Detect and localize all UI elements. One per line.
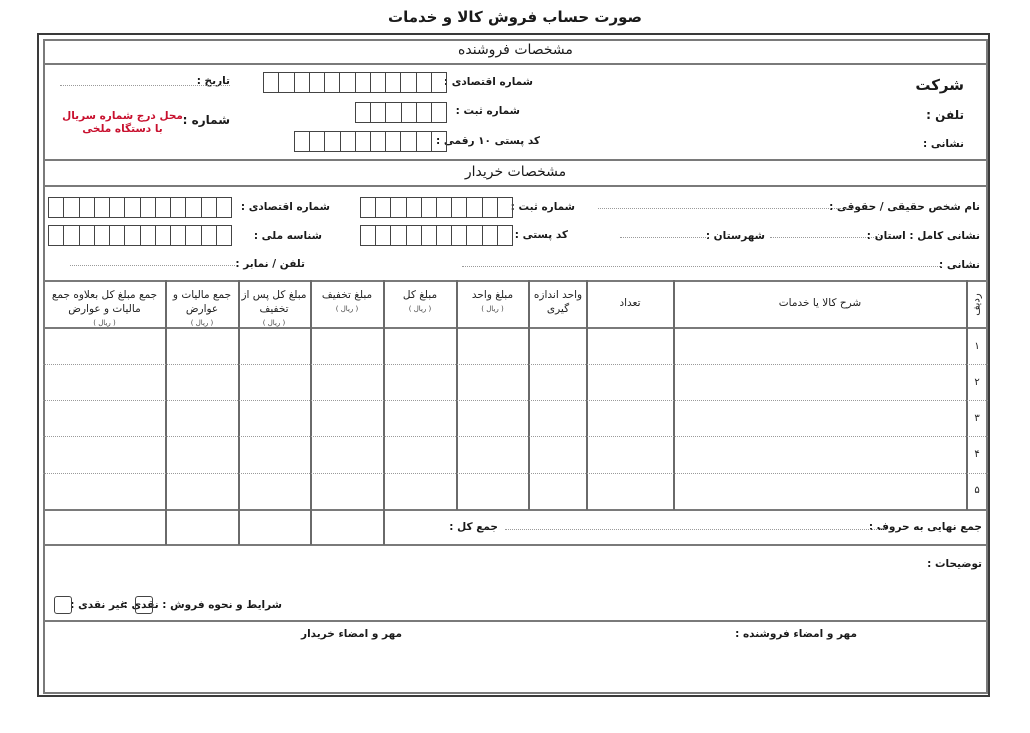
digit-box[interactable] [390,198,405,217]
buyer-national-id-label: شناسه ملی : [253,230,322,242]
serial-note-line-2: با دستگاه ملخی [82,123,163,135]
digit-box[interactable] [375,198,390,217]
header-unit-price-label: مبلغ واحد [471,289,514,301]
digit-box[interactable] [361,226,375,245]
digit-box[interactable] [385,73,400,92]
buyer-full-address-label: نشانی کامل : استان : [866,230,980,242]
header-quantity-label: تعداد [619,297,641,309]
digit-box[interactable] [385,103,400,122]
digit-box[interactable] [140,198,155,217]
digit-box[interactable] [185,226,200,245]
header-description [674,296,966,310]
header-grand-total-unit: ( ریال ) [93,319,116,327]
digit-box[interactable] [400,132,415,151]
header-unit-of-measure [531,288,585,316]
header-quantity [587,296,673,310]
digit-box[interactable] [340,132,355,151]
seller-phone-label: تلفن : [926,108,964,122]
buyer-signature-label: مهر و امضاء خریدار [301,628,402,640]
header-total-amount [384,288,456,316]
digit-box[interactable] [482,198,497,217]
digit-box[interactable] [400,73,415,92]
digit-box[interactable] [294,73,309,92]
digit-box[interactable] [324,73,339,92]
digit-box[interactable] [309,132,324,151]
seller-company-label: شرکت [915,76,964,94]
digit-box[interactable] [355,132,370,151]
signature-top-border [43,620,988,622]
header-grand-total [46,288,163,330]
digit-box[interactable] [49,198,63,217]
buyer-economic-number-boxes[interactable] [48,197,232,218]
buyer-name-field[interactable] [598,208,853,209]
digit-box[interactable] [390,226,405,245]
row-number: ۳ [974,413,980,424]
cash-checkbox[interactable] [135,596,153,614]
digit-box[interactable] [63,198,78,217]
non-cash-checkbox[interactable] [54,596,72,614]
digit-box[interactable] [155,226,170,245]
seller-number-label: شماره : [182,113,230,127]
seller-date-label: تاریخ : [196,75,230,87]
digit-box[interactable] [370,132,385,151]
buyer-address-field[interactable] [462,266,942,267]
row-number: ۴ [974,449,980,460]
buyer-economic-number-label: شماره اقتصادی : [240,201,330,213]
digit-box[interactable] [355,73,370,92]
table-total-bottom-border [43,544,988,546]
digit-box[interactable] [431,103,446,122]
seller-registration-number-label: شماره ثبت : [455,105,520,117]
digit-box[interactable] [466,226,481,245]
buyer-city-label: شهرستان : [705,230,765,242]
digit-box[interactable] [201,198,216,217]
digit-box[interactable] [416,103,431,122]
buyer-postal-code-label: کد پستی : [514,229,568,241]
total-in-words-label: جمع نهایی به حروف : [868,521,982,533]
header-after-discount [240,288,308,330]
digit-box[interactable] [94,198,109,217]
digit-box[interactable] [356,103,370,122]
table-row[interactable] [43,329,988,365]
digit-box[interactable] [79,226,94,245]
table-top-border [43,280,988,282]
total-label: جمع کل : [449,521,498,533]
digit-box[interactable] [79,198,94,217]
buyer-registration-number-label: شماره ثبت : [510,201,575,213]
buyer-postal-code-boxes[interactable] [360,225,513,246]
seller-section-title: مشخصات فروشنده [458,42,573,58]
digit-box[interactable] [497,198,512,217]
digit-box[interactable] [264,73,278,92]
buyer-name-label: نام شخص حقیقی / حقوقی : [829,201,980,213]
buyer-section-header [43,159,988,187]
digit-box[interactable] [278,73,293,92]
digit-box[interactable] [309,73,324,92]
table-body-bottom-border [43,509,988,511]
digit-box[interactable] [370,73,385,92]
header-after-discount-label: مبلغ کل پس از تخفیف [241,289,307,315]
buyer-address-label: نشانی : [939,259,980,271]
table-row[interactable] [43,473,988,509]
table-row[interactable] [43,401,988,437]
digit-box[interactable] [109,226,124,245]
digit-box[interactable] [216,198,231,217]
digit-box[interactable] [124,198,139,217]
header-taxes [167,288,237,330]
seller-registration-number-boxes[interactable] [355,102,447,123]
serial-note-line-1: محل درج شماره سریال [62,110,183,122]
digit-box[interactable] [155,198,170,217]
seller-postal-code-label: کد پستی ۱۰ رقمی : [436,135,540,147]
digit-box[interactable] [295,132,309,151]
digit-box[interactable] [216,226,231,245]
seller-economic-number-label: شماره اقتصادی : [443,76,533,88]
document-title: صورت حساب فروش کالا و خدمات [388,8,642,26]
digit-box[interactable] [497,226,512,245]
table-row[interactable] [43,437,988,473]
header-unit-price-unit: ( ریال ) [481,305,504,313]
digit-box[interactable] [466,198,481,217]
buyer-phone-fax-label: تلفن / نمابر : [235,258,305,270]
buyer-city-field[interactable] [620,237,708,238]
digit-box[interactable] [436,198,451,217]
header-discount [311,288,383,316]
header-row-number-label: ردیف [971,293,983,316]
serial-number-note [60,110,185,136]
digit-box[interactable] [421,226,436,245]
digit-box[interactable] [170,198,185,217]
digit-box[interactable] [185,198,200,217]
digit-box[interactable] [140,226,155,245]
buyer-phone-fax-field[interactable] [70,265,235,266]
digit-box[interactable] [201,226,216,245]
seller-address-label: نشانی : [923,138,964,150]
header-total-amount-label: مبلغ کل [402,289,438,301]
digit-box[interactable] [385,132,400,151]
header-unit-price [457,288,528,316]
digit-box[interactable] [375,226,390,245]
digit-box[interactable] [361,198,375,217]
digit-box[interactable] [109,198,124,217]
digit-box[interactable] [401,103,416,122]
digit-box[interactable] [94,226,109,245]
buyer-registration-number-boxes[interactable] [360,197,513,218]
seller-section-header [43,39,988,65]
digit-box[interactable] [124,226,139,245]
digit-box[interactable] [451,198,466,217]
seller-economic-number-boxes[interactable] [263,72,447,93]
digit-box[interactable] [421,198,436,217]
digit-box[interactable] [482,226,497,245]
buyer-province-field[interactable] [770,237,880,238]
seller-date-field[interactable] [60,85,230,86]
row-number: ۱ [974,341,980,352]
table-body [43,329,988,509]
seller-signature-label: مهر و امضاء فروشنده : [735,628,857,640]
seller-postal-code-boxes[interactable] [294,131,447,152]
sale-terms-label: شرایط و نحوه فروش : نقدی : [123,599,282,611]
digit-box[interactable] [451,226,466,245]
digit-box[interactable] [324,132,339,151]
header-discount-unit: ( ریال ) [335,305,359,313]
total-in-words-field[interactable] [505,529,885,530]
buyer-national-id-boxes[interactable] [48,225,232,246]
digit-box[interactable] [370,103,385,122]
digit-box[interactable] [431,73,446,92]
row-number: ۵ [974,485,980,496]
digit-box[interactable] [436,226,451,245]
non-cash-label: غیر نقدی : [70,599,127,611]
header-taxes-unit: ( ریال ) [190,319,214,327]
digit-box[interactable] [339,73,354,92]
digit-box[interactable] [170,226,185,245]
digit-box[interactable] [406,198,421,217]
digit-box[interactable] [406,226,421,245]
header-discount-label: مبلغ تخفیف [321,289,373,301]
header-row-number [966,282,988,327]
digit-box[interactable] [49,226,63,245]
digit-box[interactable] [63,226,78,245]
header-description-label: شرح کالا یا خدمات [778,297,862,309]
table-row[interactable] [43,365,988,401]
notes-label: توضیحات : [927,558,982,570]
digit-box[interactable] [416,73,431,92]
header-grand-total-label: جمع مبلغ کل بعلاوه جمع مالیات و عوارض [51,289,158,315]
header-after-discount-unit: ( ریال ) [262,319,286,327]
header-unit-of-measure-label: واحد اندازه گیری [533,289,583,315]
row-number: ۲ [974,377,980,388]
header-total-amount-unit: ( ریال ) [408,305,432,313]
digit-box[interactable] [431,132,446,151]
digit-box[interactable] [416,132,431,151]
header-taxes-label: جمع مالیات و عوارض [172,289,232,315]
buyer-section-title: مشخصات خریدار [464,164,567,180]
